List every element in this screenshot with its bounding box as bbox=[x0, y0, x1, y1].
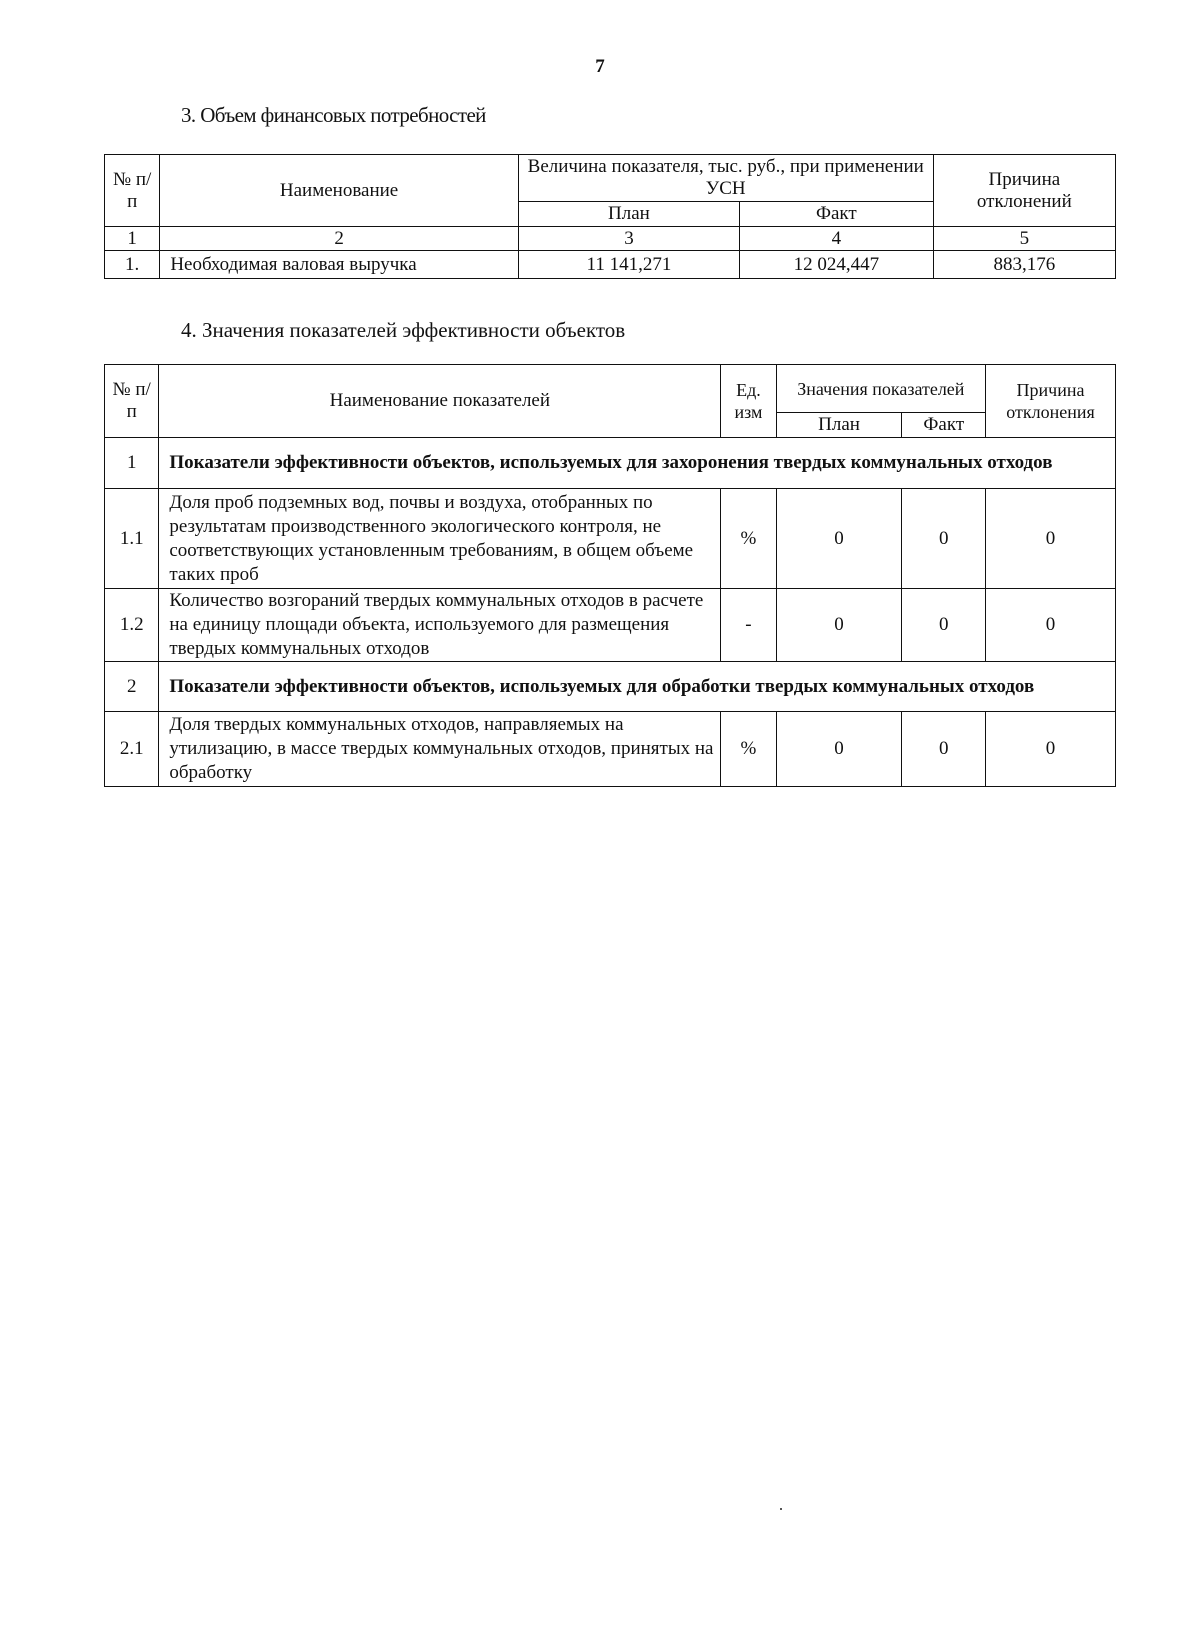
col-number: 2 bbox=[160, 227, 519, 251]
row-plan: 0 bbox=[776, 712, 902, 787]
row-name: Доля проб подземных вод, почвы и воздуха, отобранных по результатам производственного экологического контроля, не соответствующих установленным требованиям, в общем объеме таких проб bbox=[159, 489, 721, 589]
row-name: Доля твердых коммунальных отходов, направляемых на утилизацию, в массе твердых коммунальных отходов, принятых на обработку bbox=[159, 712, 721, 787]
group-title: Показатели эффективности объектов, используемых для обработки твердых коммунальных отходов bbox=[159, 662, 1116, 712]
header-num: № п/п bbox=[105, 365, 159, 438]
group-num: 2 bbox=[105, 662, 159, 712]
header-name: Наименование bbox=[160, 155, 519, 227]
page-number: 7 bbox=[595, 56, 605, 77]
row-num: 1.1 bbox=[105, 489, 159, 589]
financial-needs-table bbox=[104, 154, 1116, 279]
table-row bbox=[105, 251, 1116, 279]
table-row bbox=[105, 589, 1116, 662]
row-plan: 11 141,271 bbox=[518, 251, 739, 279]
section-title-financial: 3. Объем финансовых потребностей bbox=[181, 103, 486, 127]
row-fact: 0 bbox=[902, 489, 986, 589]
scan-speck bbox=[780, 1508, 782, 1510]
row-num: 1. bbox=[105, 251, 160, 279]
header-reason: Причина отклонений bbox=[933, 155, 1115, 227]
table-row bbox=[105, 662, 1116, 712]
header-name: Наименование показателей bbox=[159, 365, 721, 438]
row-fact: 0 bbox=[902, 712, 986, 787]
row-plan: 0 bbox=[776, 489, 902, 589]
row-unit: % bbox=[721, 712, 776, 787]
group-num: 1 bbox=[105, 438, 159, 489]
col-number: 4 bbox=[740, 227, 934, 251]
col-number: 5 bbox=[933, 227, 1115, 251]
section-title-efficiency: 4. Значения показателей эффективности объектов bbox=[181, 318, 626, 342]
col-number: 3 bbox=[518, 227, 739, 251]
header-values: Значения показателей bbox=[776, 365, 985, 413]
row-reason: 0 bbox=[986, 489, 1116, 589]
row-num: 1.2 bbox=[105, 589, 159, 662]
row-plan: 0 bbox=[776, 589, 902, 662]
col-number: 1 bbox=[105, 227, 160, 251]
row-fact: 12 024,447 bbox=[740, 251, 934, 279]
table-row bbox=[105, 712, 1116, 787]
header-value: Величина показателя, тыс. руб., при применении УСН bbox=[518, 155, 933, 202]
header-fact: Факт bbox=[902, 413, 986, 438]
row-reason: 883,176 bbox=[933, 251, 1115, 279]
row-fact: 0 bbox=[902, 589, 986, 662]
group-title: Показатели эффективности объектов, используемых для захоронения твердых коммунальных отходов bbox=[159, 438, 1116, 489]
row-num: 2.1 bbox=[105, 712, 159, 787]
header-plan: План bbox=[776, 413, 902, 438]
efficiency-table bbox=[104, 364, 1116, 787]
table-row bbox=[105, 489, 1116, 589]
row-reason: 0 bbox=[986, 712, 1116, 787]
header-num: № п/п bbox=[105, 155, 160, 227]
header-plan: План bbox=[518, 202, 739, 227]
header-unit: Ед. изм bbox=[721, 365, 776, 438]
row-reason: 0 bbox=[986, 589, 1116, 662]
row-name: Необходимая валовая выручка bbox=[160, 251, 519, 279]
row-unit: % bbox=[721, 489, 776, 589]
row-unit: - bbox=[721, 589, 776, 662]
row-name: Количество возгораний твердых коммунальных отходов в расчете на единицу площади объекта, используемого для размещения твердых коммунальных отходов bbox=[159, 589, 721, 662]
table-row bbox=[105, 438, 1116, 489]
header-reason: Причина отклонения bbox=[986, 365, 1116, 438]
header-fact: Факт bbox=[740, 202, 934, 227]
